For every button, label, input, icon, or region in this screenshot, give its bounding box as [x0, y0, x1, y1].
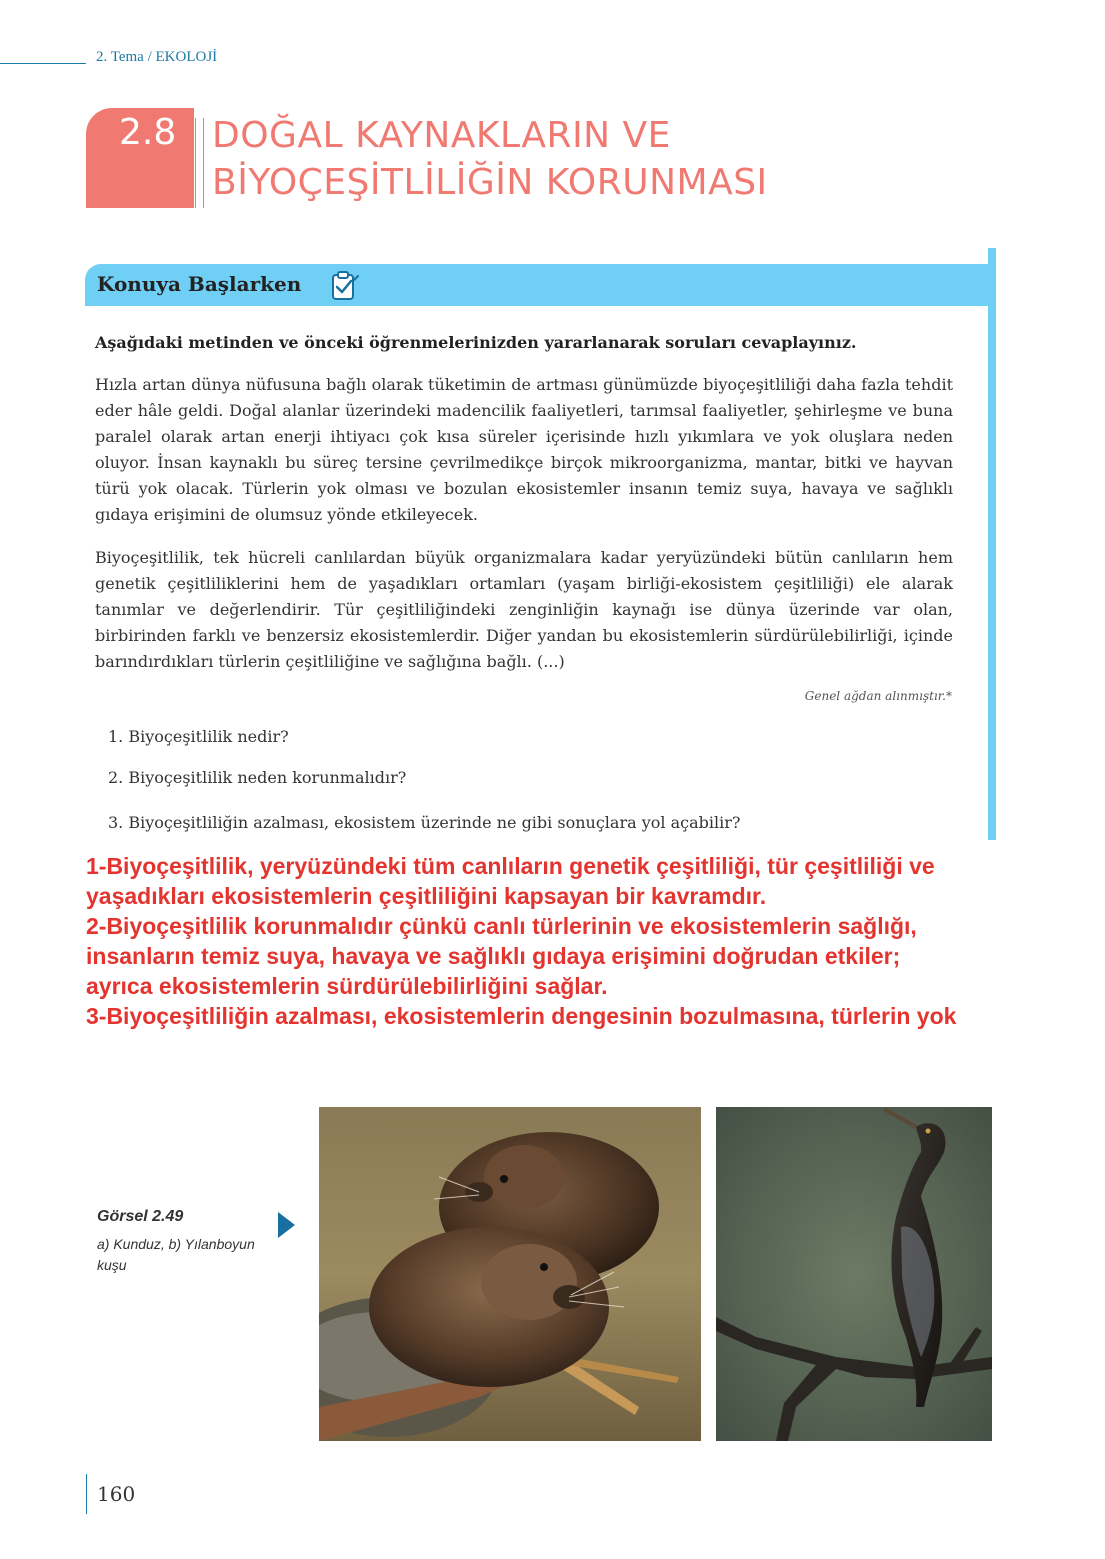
- source-note: Genel ağdan alınmıştır.*: [804, 689, 952, 703]
- answer-line-5: ayrıca ekosistemlerin sürdürülebilirliğini sağlar.: [86, 973, 608, 999]
- answer-line-2: yaşadıkları ekosistemlerin çeşitliliğini kapsayan bir kavramdır.: [86, 883, 767, 909]
- paragraph-2: Biyoçeşitlilik, tek hücreli canlılardan büyük organizmalara kadar yeryüzündeki bütün canlıların hem genetik çeşitliliklerini hem de yaşadıkları ortamları (yaşam birliği-ekosistem çeşitliliği) ele alarak tanımlar ve değerlendirir. Tür çeşitliliğindeki zenginliğin kaynağı ise dünya üzerinde var olan, birbirinden farklı ve benzersiz ekosistemlerdir. Diğer yandan bu ekosistemlerin sürdürülebilirliği, içinde barındırdıkları türlerin çeşitliliğine ve sağlığına bağlı. (...): [95, 548, 953, 671]
- answer-line-4: insanların temiz suya, havaya ve sağlıklı gıdaya erişimini doğrudan etkiler;: [86, 943, 901, 969]
- section-title-line-2: BİYOÇEŞİTLİLİĞİN KORUNMASI: [212, 162, 768, 203]
- header-rule: [0, 63, 86, 64]
- figure-caption: a) Kunduz, b) Yılanboyun kuşu: [97, 1236, 255, 1273]
- answer-line-3: 2-Biyoçeşitlilik korunmalıdır çünkü canlı türlerinin ve ekosistemlerin sağlığı,: [86, 913, 917, 939]
- section-divider: [195, 118, 196, 208]
- triangle-right-icon: [278, 1212, 295, 1238]
- question-3: 3. Biyoçeşitliliğin azalması, ekosistem üzerinde ne gibi sonuçlara yol açabilir?: [108, 813, 741, 832]
- answer-line-6: 3-Biyoçeşitliliğin azalması, ekosistemlerin dengesinin bozulmasına, türlerin yok: [86, 1003, 957, 1029]
- darter-bird-photo: [716, 1107, 992, 1441]
- side-strip: [988, 248, 996, 840]
- footer-rule: [86, 1474, 87, 1514]
- paragraph-1: Hızla artan dünya nüfusuna bağlı olarak tüketimin de artması günümüzde biyoçeşitliliği daha fazla tehdit eder hâle geldi. Doğal alanlar üzerindeki madencilik faaliyetleri, tarımsal faaliyetler, şehirleşme ve buna paralel olarak artan enerji ihtiyacı çok kısa süreler içerisinde hızlı yıkımlara ve yok oluşlara neden oluyor. İnsan kaynaklı bu süreç tersine çevrilmedikçe birçok mikroorganizma, mantar, bitki ve hayvan türü yok olacak. Türlerin yok olması ve bozulan ekosistemler insanın temiz suya, havaya ve sağlıklı gıdaya erişimini de olumsuz yönde etkileyecek.: [95, 375, 953, 524]
- section-title-line-1: DOĞAL KAYNAKLARIN VE: [212, 115, 671, 156]
- instruction-text: Aşağıdaki metinden ve önceki öğrenmelerinizden yararlanarak soruları cevaplayınız.: [95, 333, 857, 352]
- breadcrumb: 2. Tema / EKOLOJİ: [96, 49, 218, 65]
- section-number: 2.8: [119, 112, 177, 153]
- beaver-photo: [319, 1107, 701, 1441]
- figure-label: Görsel 2.49: [97, 1208, 184, 1225]
- section-divider-inner: [203, 118, 204, 208]
- question-1: 1. Biyoçeşitlilik nedir?: [108, 727, 289, 746]
- question-2: 2. Biyoçeşitlilik neden korunmalıdır?: [108, 768, 407, 787]
- clipboard-check-icon: [328, 270, 360, 302]
- page-number: 160: [97, 1482, 136, 1506]
- answer-line-1: 1-Biyoçeşitlilik, yeryüzündeki tüm canlıların genetik çeşitliliği, tür çeşitliliği ve: [86, 853, 935, 879]
- konuya-baslarken-label: Konuya Başlarken: [97, 272, 302, 296]
- answer-text-area[interactable]: [86, 851, 1009, 1105]
